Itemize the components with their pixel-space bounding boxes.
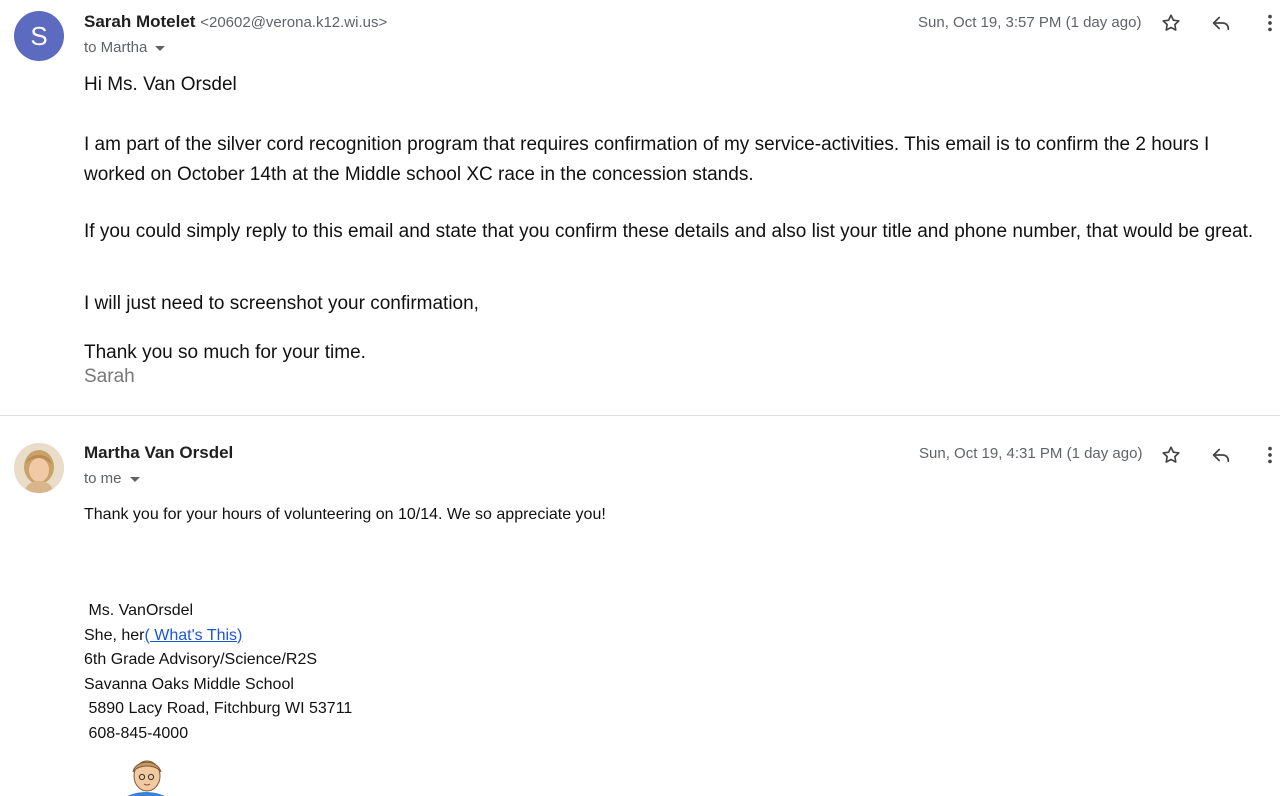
greeting: Hi Ms. Van Orsdel [84,74,237,95]
star-button[interactable] [1157,441,1185,469]
signature-address: 5890 Lacy Road, Fitchburg WI 53711 [84,700,353,717]
star-icon [1160,12,1182,34]
recipient-label: to Martha [84,39,148,56]
more-options-button[interactable] [1256,441,1280,469]
caret-down-icon [155,46,165,51]
recipient-details-toggle[interactable] [84,470,140,487]
recipient-label: to me [84,470,122,487]
cartoon-teacher-icon [100,756,190,796]
signature-name: Ms. VanOrsdel [84,602,194,619]
signature-cartoon-image [100,756,190,796]
more-vert-icon [1259,444,1280,466]
message-body [84,70,1274,400]
sender-name[interactable]: Sarah Motelet [84,12,196,31]
body-paragraph: I am part of the silver cord recognition program that requires confirmation of my service-activities. This email is to confirm the 2 hours I worked on October 14th at the Middle school XC race in the concession stands. [84,134,1210,185]
email-signature [84,599,352,746]
sender-name[interactable]: Martha Van Orsdel [84,443,234,462]
star-button[interactable] [1157,9,1185,37]
signature-phone: 608-845-4000 [84,724,189,742]
pronouns-text: She, her [84,626,145,644]
signature-title: 6th Grade Advisory/Science/R2S [84,651,318,668]
profile-photo-icon [14,443,64,493]
body-paragraph: I will just need to screenshot your confirmation, [84,293,479,314]
signature-pronouns [84,624,352,649]
message-date: Sun, Oct 19, 4:31 PM (1 day ago) [919,445,1143,462]
more-vert-icon [1259,12,1280,34]
sender-line [84,12,387,32]
body-paragraph: If you could simply reply to this email and state that you confirm these details and also list your title and phone number, that would be great. [84,221,1254,242]
sender-avatar[interactable]: S [14,11,64,61]
caret-down-icon [130,477,140,482]
recipient-details-toggle[interactable] [84,39,165,56]
whats-this-link[interactable]: ( What's This) [144,626,243,644]
reply-icon [1210,444,1232,466]
more-options-button[interactable] [1256,9,1280,37]
signature-school: Savanna Oaks Middle School [84,675,294,693]
email-message-2 [0,416,1280,796]
message-date: Sun, Oct 19, 3:57 PM (1 day ago) [918,14,1142,31]
reply-button[interactable] [1207,441,1235,469]
reply-icon [1210,12,1232,34]
sender-avatar[interactable] [14,443,64,493]
reply-button[interactable] [1207,9,1235,37]
message-body-text: Thank you for your hours of volunteering on 10/14. We so appreciate you! [84,506,606,523]
sender-email[interactable]: <20602@verona.k12.wi.us> [200,14,388,31]
signature-name: Sarah [84,366,135,387]
body-paragraph: Thank you so much for your time. [84,342,366,363]
star-icon [1160,444,1182,466]
